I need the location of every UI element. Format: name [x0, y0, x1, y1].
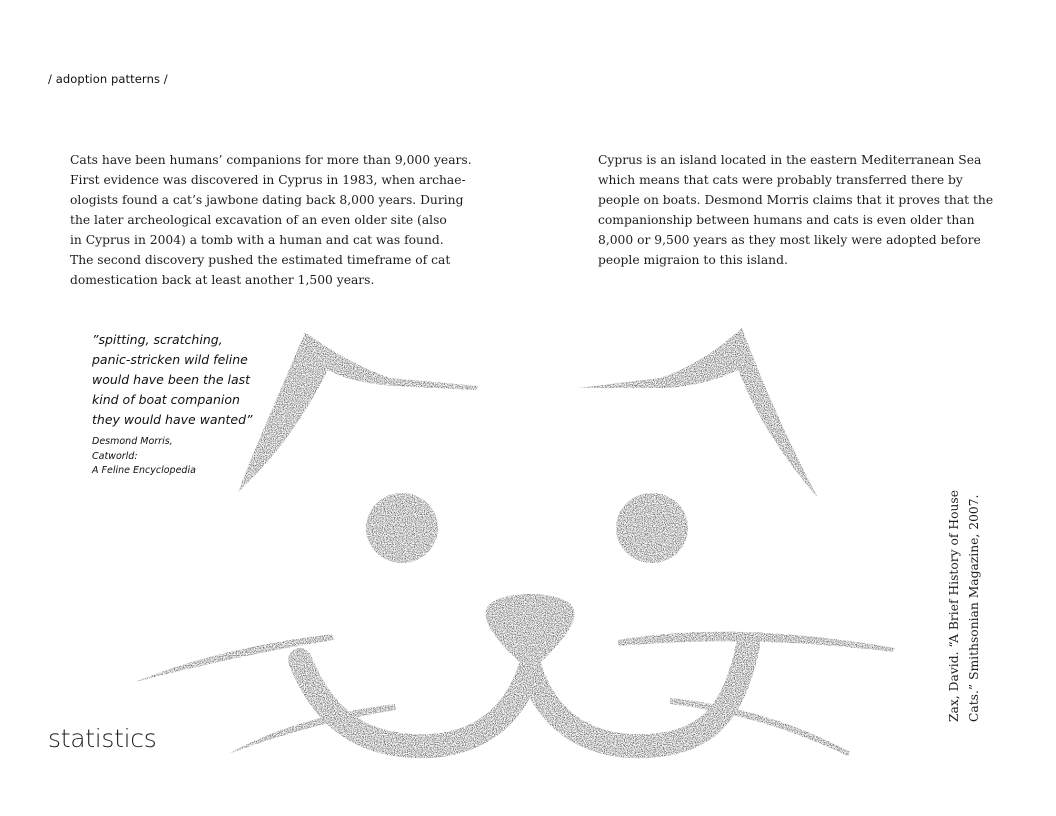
quote-source-line: Desmond Morris, [92, 436, 173, 447]
citation-line: Zax, David. “A Brief History of House [947, 489, 961, 722]
right-eye [616, 493, 688, 563]
text-line: the later archeological excavation of an even older site (also [70, 213, 447, 227]
quote-line: kind of boat companion [92, 392, 240, 407]
left-ear [238, 332, 478, 492]
text-line: companionship between humans and cats is even older than [598, 213, 975, 227]
quote-source-line: Catworld: [92, 450, 138, 462]
left-eye [366, 493, 438, 563]
right-ear [578, 328, 818, 498]
text-line: domestication back at least another 1,500 years. [70, 273, 375, 287]
intro-paragraph-left [70, 150, 470, 290]
quote-line: ”spitting, scratching, [92, 332, 223, 347]
text-line: Cyprus is an island located in the eastern Mediterranean Sea [598, 153, 982, 167]
intro-paragraph-right [598, 150, 998, 270]
mouth-left [300, 660, 530, 746]
quote-source [92, 435, 196, 479]
text-line: 8,000 or 9,500 years as they most likely were adopted before [598, 233, 981, 247]
text-line: The second discovery pushed the estimated timeframe of cat [70, 253, 451, 267]
text-line: Cats have been humans’ companions for more than 9,000 years. [70, 153, 472, 167]
section-tag: / adoption patterns / [48, 72, 168, 86]
quote-source-line: A Feline Encyclopedia [92, 465, 196, 476]
text-line: which means that cats were probably transferred there by [598, 173, 963, 187]
mouth-right [530, 645, 748, 746]
citation-line: Cats.” Smithsonian Magazine, 2007. [967, 494, 981, 722]
text-line: ologists found a cat’s jawbone dating back 8,000 years. During [70, 193, 464, 207]
quote-line: would have been the last [92, 372, 251, 387]
text-line: people on boats. Desmond Morris claims that it proves that the [598, 193, 994, 207]
quote-line: panic-stricken wild feline [92, 352, 248, 367]
text-line: First evidence was discovered in Cyprus in 1983, when archae- [70, 173, 466, 187]
text-line: in Cyprus in 2004) a tomb with a human and cat was found. [70, 233, 444, 247]
quote-line: they would have wanted” [92, 412, 253, 427]
text-line: people migraion to this island. [598, 253, 788, 267]
pull-quote [92, 330, 267, 430]
section-footer-title: statistics [48, 724, 157, 753]
source-citation [944, 490, 984, 722]
